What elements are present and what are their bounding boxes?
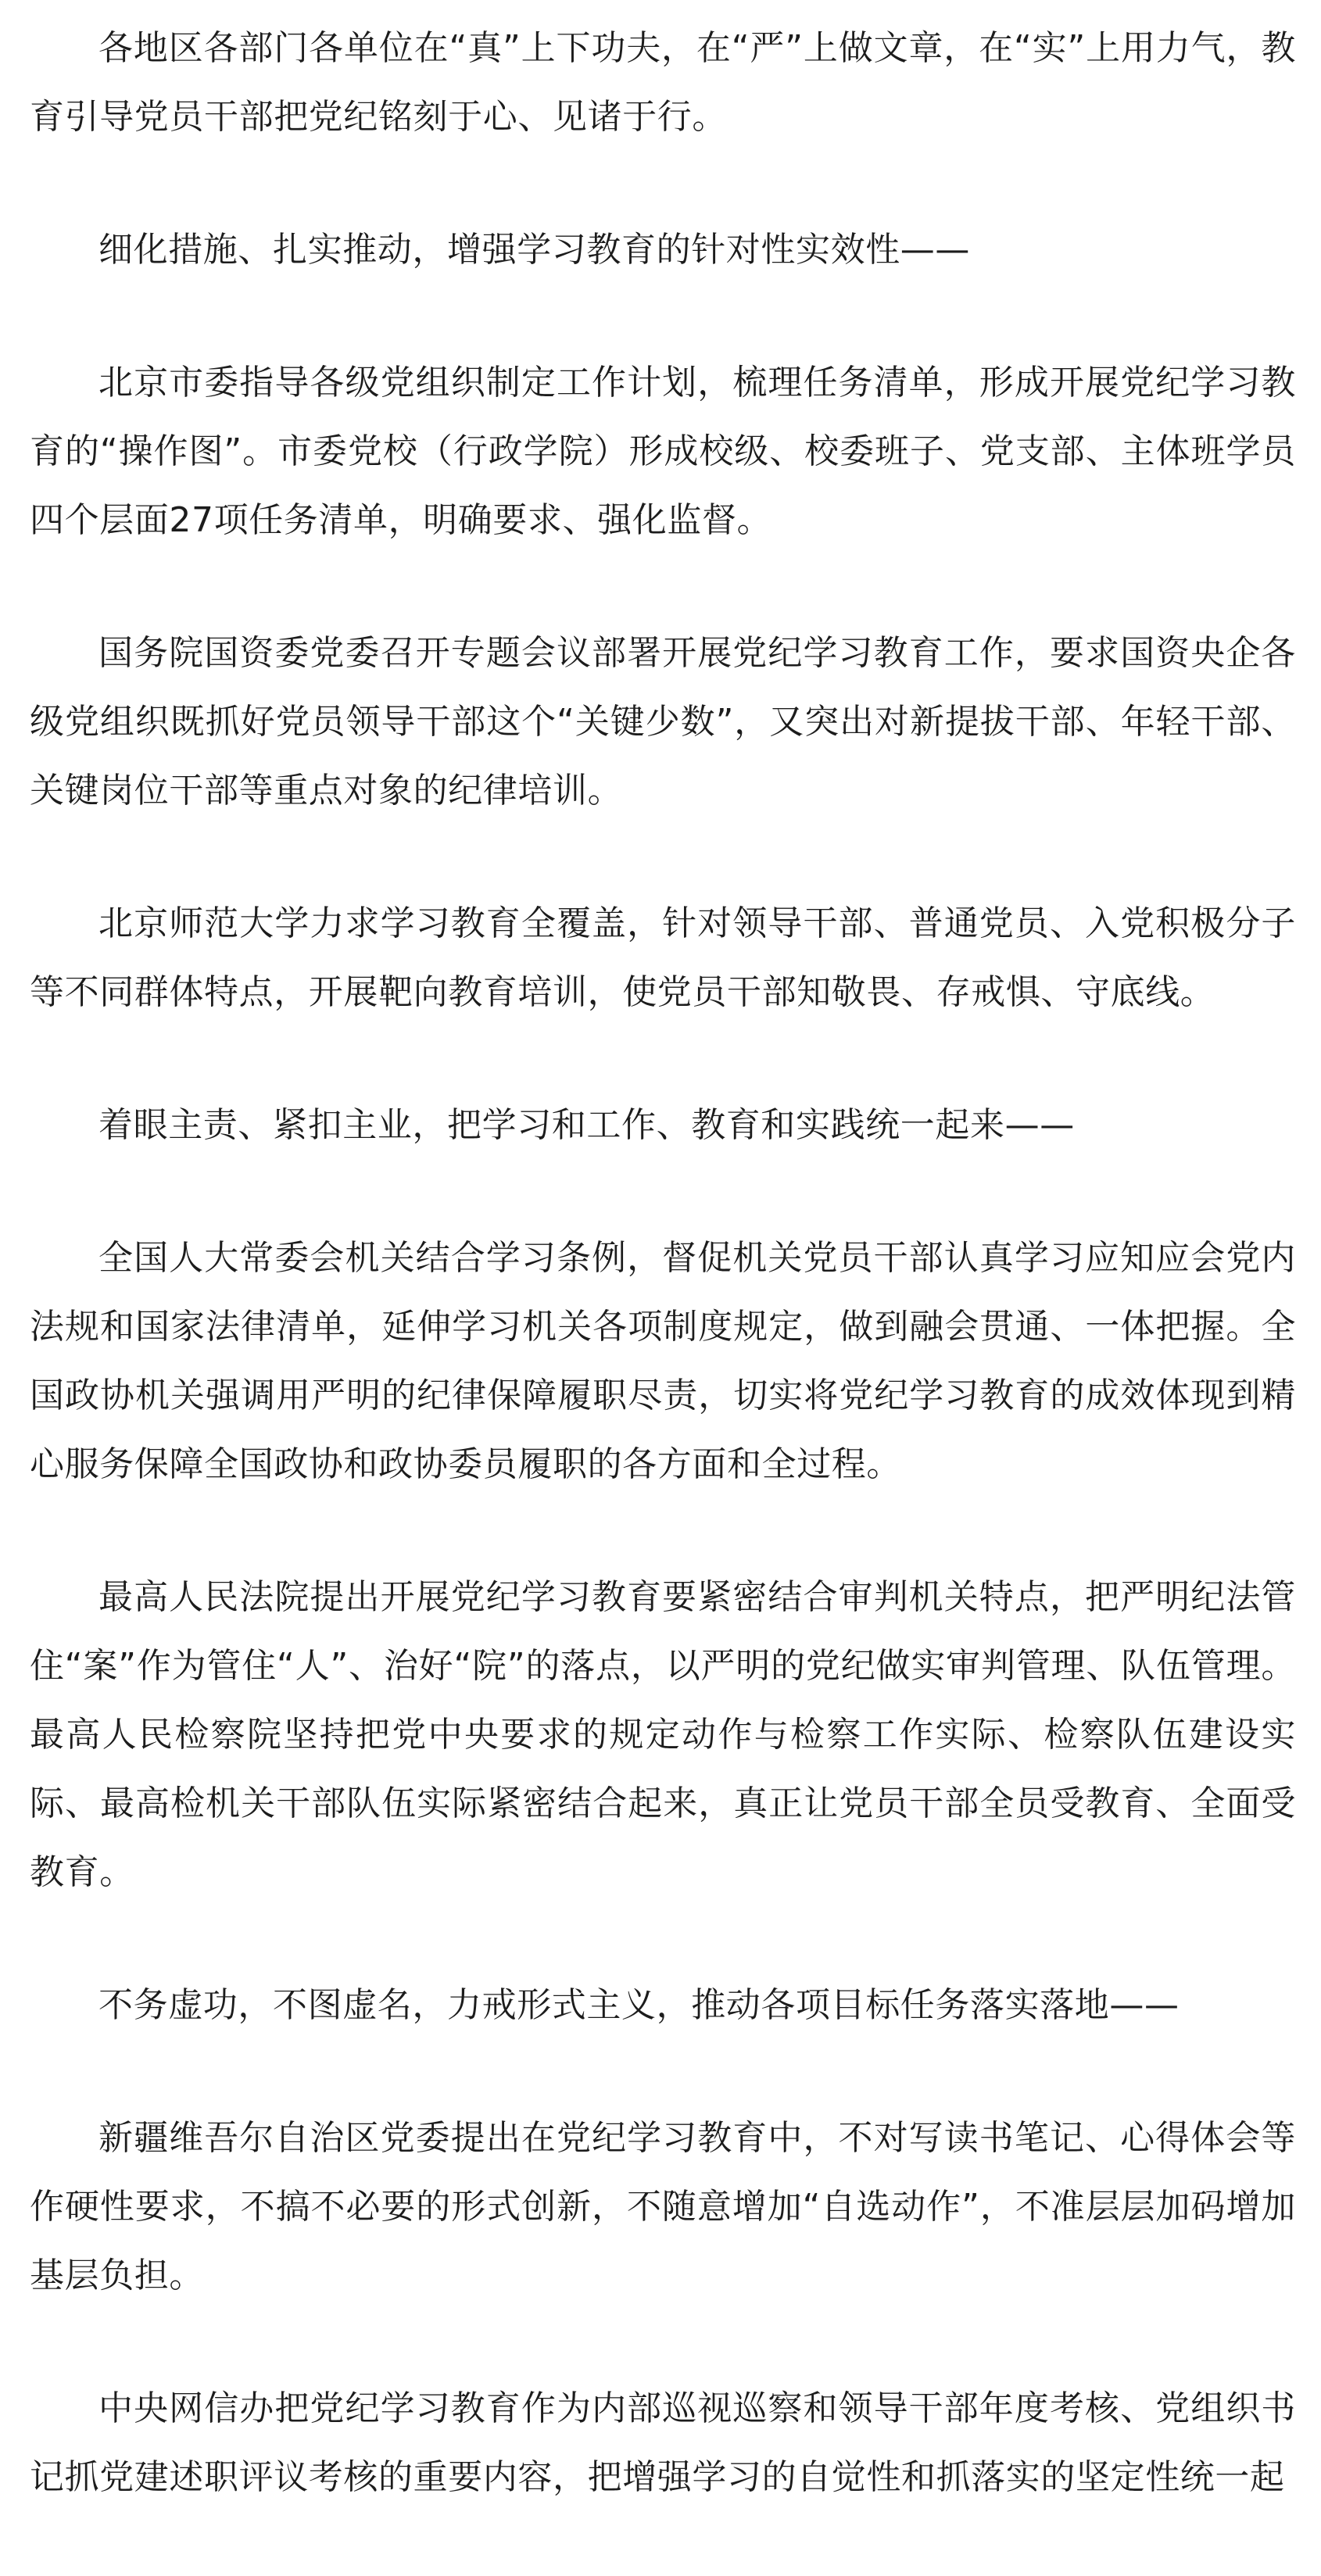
section-heading-no-formalism: 不务虚功，不图虚名，力戒形式主义，推动各项目标任务落实落地—— <box>98 1985 1180 2025</box>
paragraph-bnu: 北京师范大学力求学习教育全覆盖，针对领导干部、普通党员、入党积极分子等不同群体特点，开展靶向教育培训，使党员干部知敬畏、存戒惧、守底线。 <box>30 903 1296 1012</box>
article-body <box>30 14 1296 2576</box>
paragraph-npc-cppcc: 全国人大常委会机关结合学习条例，督促机关党员干部认真学习应知应会党内法规和国家法律清单，延伸学习机关各项制度规定，做到融会贯通、一体把握。全国政协机关强调用严明的纪律保障履职尽责，切实将党纪学习教育的成效体现到精心服务保障全国政协和政协委员履职的各方面和全过程。 <box>30 1238 1296 1484</box>
paragraph-beijing-committee: 北京市委指导各级党组织制定工作计划，梳理任务清单，形成开展党纪学习教育的“操作图”。市委党校（行政学院）形成校级、校委班子、党支部、主体班学员四个层面27项任务清单，明确要求、强化监督。 <box>30 363 1296 540</box>
section-heading-main-duty: 着眼主责、紧扣主业，把学习和工作、教育和实践统一起来—— <box>98 1105 1075 1145</box>
paragraph-intro: 各地区各部门各单位在“真”上下功夫，在“严”上做文章，在“实”上用力气，教育引导党员干部把党纪铭刻于心、见诸于行。 <box>30 28 1296 137</box>
paragraph-cac: 中央网信办把党纪学习教育作为内部巡视巡察和领导干部年度考核、党组织书记抓党建述职评议考核的重要内容，把增强学习的自觉性和抓落实的坚定性统一起 <box>30 2388 1296 2497</box>
section-heading-measures: 细化措施、扎实推动，增强学习教育的针对性实效性—— <box>98 230 970 270</box>
paragraph-court-procuratorate: 最高人民法院提出开展党纪学习教育要紧密结合审判机关特点，把严明纪法管住“案”作为管住“人”、治好“院”的落点，以严明的党纪做实审判管理、队伍管理。最高人民检察院坚持把党中央要求的规定动作与检察工作实际、检察队伍建设实际、最高检机关干部队伍实际紧密结合起来，真正让党员干部全员受教育、全面受教育。 <box>30 1577 1296 1892</box>
paragraph-sasac: 国务院国资委党委召开专题会议部署开展党纪学习教育工作，要求国资央企各级党组织既抓好党员领导干部这个“关键少数”，又突出对新提拔干部、年轻干部、关键岗位干部等重点对象的纪律培训。 <box>30 633 1296 810</box>
paragraph-xinjiang: 新疆维吾尔自治区党委提出在党纪学习教育中，不对写读书笔记、心得体会等作硬性要求，不搞不必要的形式创新，不随意增加“自选动作”，不准层层加码增加基层负担。 <box>30 2118 1296 2295</box>
